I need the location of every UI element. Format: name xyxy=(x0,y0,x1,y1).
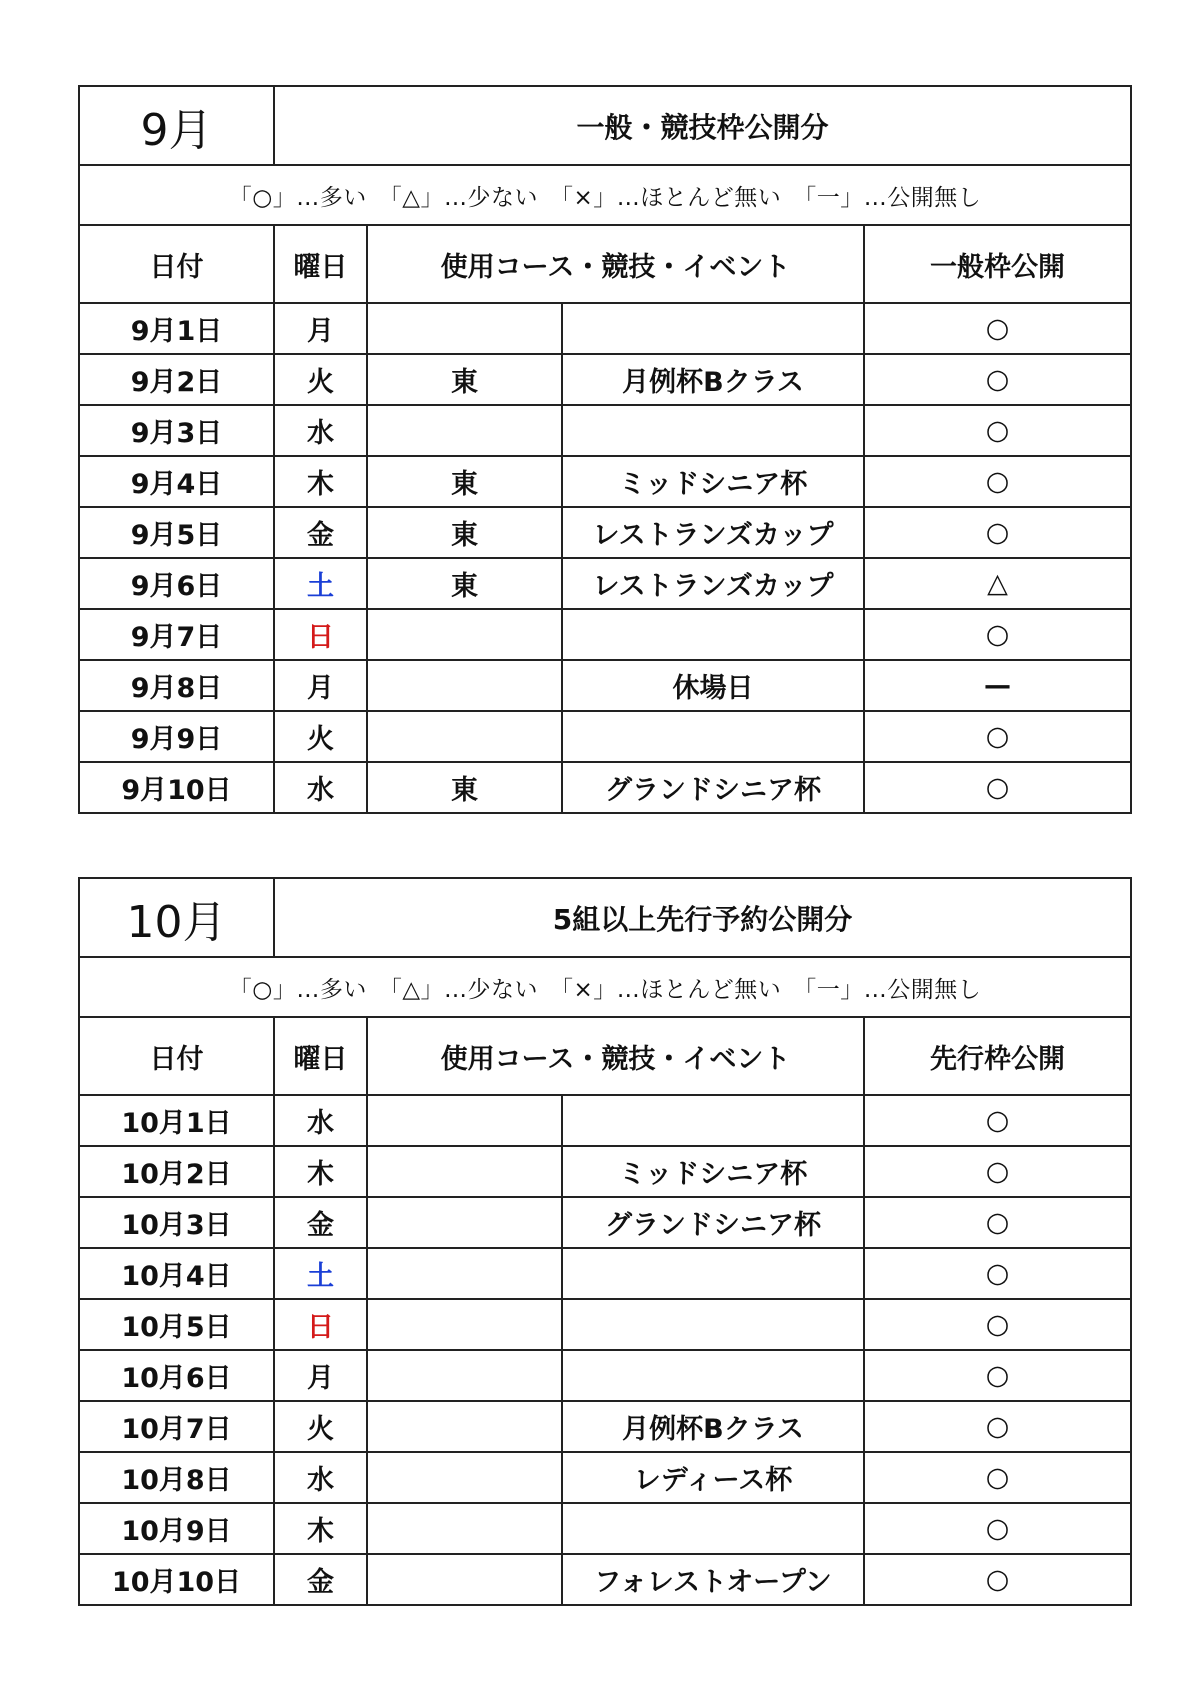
weekday-cell: 水 xyxy=(274,405,367,456)
header-course-event: 使用コース・競技・イベント xyxy=(367,225,864,303)
october-schedule-table xyxy=(78,877,1132,1606)
weekday-cell: 日 xyxy=(274,609,367,660)
status-cell: ○ xyxy=(864,1452,1131,1503)
header-course-event: 使用コース・競技・イベント xyxy=(367,1017,864,1095)
status-cell: ○ xyxy=(864,1146,1131,1197)
weekday-cell: 金 xyxy=(274,1197,367,1248)
status-cell: ○ xyxy=(864,711,1131,762)
legend-row xyxy=(79,957,1131,1017)
date-cell: 10月4日 xyxy=(79,1248,274,1299)
legend-text: 「○」…多い 「△」…少ない 「×」…ほとんど無い 「一」…公開無し xyxy=(79,957,1131,1017)
date-cell: 10月7日 xyxy=(79,1401,274,1452)
status-cell: ○ xyxy=(864,609,1131,660)
header-status: 先行枠公開 xyxy=(864,1017,1131,1095)
status-cell: ○ xyxy=(864,1554,1131,1605)
weekday-cell: 金 xyxy=(274,507,367,558)
date-cell: 10月9日 xyxy=(79,1503,274,1554)
event-cell: グランドシニア杯 xyxy=(562,1197,864,1248)
schedule-body xyxy=(79,86,1131,813)
course-cell xyxy=(367,711,562,762)
date-cell: 9月9日 xyxy=(79,711,274,762)
course-cell xyxy=(367,1146,562,1197)
table-row xyxy=(79,1554,1131,1605)
date-cell: 9月1日 xyxy=(79,303,274,354)
month-label: 9月 xyxy=(79,86,274,165)
header-date: 日付 xyxy=(79,1017,274,1095)
weekday-cell: 月 xyxy=(274,1350,367,1401)
status-cell: ○ xyxy=(864,1350,1131,1401)
event-cell xyxy=(562,1350,864,1401)
table-row xyxy=(79,1452,1131,1503)
table-row xyxy=(79,303,1131,354)
status-cell: ○ xyxy=(864,1401,1131,1452)
status-cell: △ xyxy=(864,558,1131,609)
title-row xyxy=(79,878,1131,957)
course-cell: 東 xyxy=(367,762,562,813)
event-cell: レディース杯 xyxy=(562,1452,864,1503)
weekday-cell: 火 xyxy=(274,354,367,405)
weekday-cell: 水 xyxy=(274,762,367,813)
event-cell: フォレストオープン xyxy=(562,1554,864,1605)
event-cell: ミッドシニア杯 xyxy=(562,1146,864,1197)
course-cell xyxy=(367,1452,562,1503)
legend-row xyxy=(79,165,1131,225)
event-cell: レストランズカップ xyxy=(562,507,864,558)
status-cell: ○ xyxy=(864,1095,1131,1146)
table-title: 一般・競技枠公開分 xyxy=(274,86,1131,165)
event-cell xyxy=(562,1248,864,1299)
course-cell xyxy=(367,1095,562,1146)
status-cell: ○ xyxy=(864,1248,1131,1299)
table-row xyxy=(79,762,1131,813)
title-row xyxy=(79,86,1131,165)
event-cell xyxy=(562,711,864,762)
event-cell xyxy=(562,609,864,660)
table-row xyxy=(79,1503,1131,1554)
course-cell xyxy=(367,1248,562,1299)
date-cell: 10月8日 xyxy=(79,1452,274,1503)
weekday-cell: 金 xyxy=(274,1554,367,1605)
table-row xyxy=(79,558,1131,609)
date-cell: 9月2日 xyxy=(79,354,274,405)
date-cell: 9月10日 xyxy=(79,762,274,813)
course-cell xyxy=(367,1299,562,1350)
status-cell: ○ xyxy=(864,507,1131,558)
september-schedule-table xyxy=(78,85,1132,814)
weekday-cell: 火 xyxy=(274,711,367,762)
course-cell xyxy=(367,609,562,660)
weekday-cell: 土 xyxy=(274,558,367,609)
event-cell: 月例杯Bクラス xyxy=(562,354,864,405)
event-cell xyxy=(562,405,864,456)
event-cell: グランドシニア杯 xyxy=(562,762,864,813)
event-cell: 月例杯Bクラス xyxy=(562,1401,864,1452)
header-row xyxy=(79,225,1131,303)
event-cell xyxy=(562,303,864,354)
status-cell: — xyxy=(864,660,1131,711)
event-cell xyxy=(562,1095,864,1146)
table-row xyxy=(79,660,1131,711)
event-cell: 休場日 xyxy=(562,660,864,711)
course-cell xyxy=(367,1350,562,1401)
header-weekday: 曜日 xyxy=(274,1017,367,1095)
course-cell xyxy=(367,1554,562,1605)
date-cell: 9月5日 xyxy=(79,507,274,558)
course-cell xyxy=(367,1401,562,1452)
course-cell xyxy=(367,303,562,354)
table-title: 5組以上先行予約公開分 xyxy=(274,878,1131,957)
event-cell xyxy=(562,1299,864,1350)
table-row xyxy=(79,1401,1131,1452)
table-row xyxy=(79,507,1131,558)
date-cell: 9月4日 xyxy=(79,456,274,507)
course-cell: 東 xyxy=(367,354,562,405)
weekday-cell: 木 xyxy=(274,1503,367,1554)
date-cell: 10月3日 xyxy=(79,1197,274,1248)
table-row xyxy=(79,456,1131,507)
date-cell: 9月6日 xyxy=(79,558,274,609)
course-cell xyxy=(367,1197,562,1248)
table-row xyxy=(79,1095,1131,1146)
header-status: 一般枠公開 xyxy=(864,225,1131,303)
date-cell: 10月6日 xyxy=(79,1350,274,1401)
weekday-cell: 火 xyxy=(274,1401,367,1452)
date-cell: 10月10日 xyxy=(79,1554,274,1605)
course-cell xyxy=(367,405,562,456)
weekday-cell: 土 xyxy=(274,1248,367,1299)
table-row xyxy=(79,609,1131,660)
status-cell: ○ xyxy=(864,303,1131,354)
weekday-cell: 木 xyxy=(274,1146,367,1197)
table-row xyxy=(79,1299,1131,1350)
date-cell: 10月1日 xyxy=(79,1095,274,1146)
header-date: 日付 xyxy=(79,225,274,303)
table-row xyxy=(79,1197,1131,1248)
weekday-cell: 月 xyxy=(274,660,367,711)
header-row xyxy=(79,1017,1131,1095)
weekday-cell: 木 xyxy=(274,456,367,507)
table-row xyxy=(79,1350,1131,1401)
weekday-cell: 日 xyxy=(274,1299,367,1350)
date-cell: 9月7日 xyxy=(79,609,274,660)
month-label: 10月 xyxy=(79,878,274,957)
date-cell: 10月2日 xyxy=(79,1146,274,1197)
date-cell: 9月3日 xyxy=(79,405,274,456)
status-cell: ○ xyxy=(864,1503,1131,1554)
weekday-cell: 水 xyxy=(274,1095,367,1146)
status-cell: ○ xyxy=(864,405,1131,456)
table-row xyxy=(79,354,1131,405)
date-cell: 9月8日 xyxy=(79,660,274,711)
status-cell: ○ xyxy=(864,762,1131,813)
event-cell: レストランズカップ xyxy=(562,558,864,609)
course-cell xyxy=(367,1503,562,1554)
course-cell: 東 xyxy=(367,558,562,609)
status-cell: ○ xyxy=(864,354,1131,405)
course-cell: 東 xyxy=(367,507,562,558)
table-row xyxy=(79,405,1131,456)
weekday-cell: 水 xyxy=(274,1452,367,1503)
table-row xyxy=(79,1146,1131,1197)
event-cell xyxy=(562,1503,864,1554)
legend-text: 「○」…多い 「△」…少ない 「×」…ほとんど無い 「一」…公開無し xyxy=(79,165,1131,225)
course-cell xyxy=(367,660,562,711)
schedule-body xyxy=(79,878,1131,1605)
course-cell: 東 xyxy=(367,456,562,507)
table-row xyxy=(79,711,1131,762)
status-cell: ○ xyxy=(864,456,1131,507)
table-row xyxy=(79,1248,1131,1299)
status-cell: ○ xyxy=(864,1197,1131,1248)
weekday-cell: 月 xyxy=(274,303,367,354)
date-cell: 10月5日 xyxy=(79,1299,274,1350)
status-cell: ○ xyxy=(864,1299,1131,1350)
event-cell: ミッドシニア杯 xyxy=(562,456,864,507)
header-weekday: 曜日 xyxy=(274,225,367,303)
